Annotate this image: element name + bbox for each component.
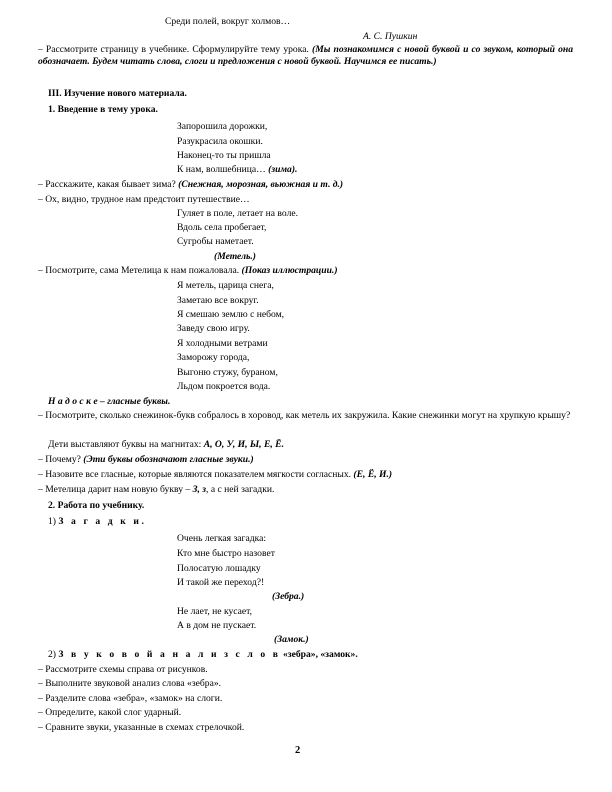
riddle1-line: Очень легкая загадка: — [177, 533, 267, 544]
question-winter: – Расскажите, какая бывает зима? (Снежная, морозная, вьюжная и т. д.) — [38, 179, 344, 190]
question-journey: – Ох, видно, трудное нам предстоит путешествие… — [38, 194, 250, 205]
riddle2-line: Не лает, не кусает, — [177, 606, 253, 617]
task-item: – Выполните звуковой анализ слова «зебра». — [38, 678, 222, 689]
page-number: 2 — [295, 745, 301, 756]
poem1-line: Разукрасила окошки. — [177, 136, 263, 147]
intro-paragraph — [38, 44, 573, 68]
task-item: – Сравните звуки, указанные в схемах стрелочкой. — [38, 722, 245, 733]
riddles-heading: 1) З а г а д к и. — [48, 516, 147, 527]
task-item: – Определите, какой слог ударный. — [38, 707, 182, 718]
poem3-line: Заведу свою игру. — [177, 323, 250, 334]
riddle1-line: И такой же переход?! — [177, 577, 265, 588]
riddle2-line: А в дом не пускает. — [177, 620, 257, 631]
poem3-line: Заметаю все вокруг. — [177, 295, 259, 306]
epigraph-author: А. С. Пушкин — [363, 31, 418, 42]
intro-answer: (Мы познакомимся с новой буквой и со звуком, который она обозначает. Будем читать слова, слоги и предложения с новой буквой. Научимся ее писать.) — [38, 44, 574, 67]
poem1-answer: (зима). — [268, 164, 298, 175]
poem3-line: Заморожу города, — [177, 352, 250, 363]
board-label: Н а д о с к е — [48, 396, 98, 407]
board-line: Н а д о с к е – гласные буквы. — [48, 396, 171, 407]
section-heading: III. Изучение нового материала. — [48, 88, 187, 99]
poem1-line: Запорошила дорожки, — [177, 121, 268, 132]
question-snowflakes: – Посмотрите, сколько снежинок-букв собралось в хоровод, как метель их закружила. Какие снежинки могут на хрупкую крышу? — [38, 410, 571, 421]
poem3-line: Выгоню стужу, бураном, — [177, 367, 278, 378]
subsection-heading-1: 1. Введение в тему урока. — [48, 104, 158, 115]
poem2-line: Вдоль села пробегает, — [177, 222, 267, 233]
poem1-line: К нам, волшебница… (зима). — [177, 164, 298, 175]
riddle1-line: Полосатую лошадку — [177, 563, 261, 574]
poem3-line: Я смешаю землю с небом, — [177, 309, 285, 320]
poem2-line: Гуляет в поле, летает на воле. — [177, 208, 299, 219]
task-item: – Рассмотрите схемы справа от рисунков. — [38, 664, 208, 675]
poem3-line: Льдом покроется вода. — [177, 381, 271, 392]
epigraph-line: Среди полей, вокруг холмов… — [165, 16, 291, 27]
poem3-line: Я метель, царица снега, — [177, 280, 274, 291]
intro-text: – Рассмотрите страницу в учебнике. Сформулируйте тему урока. — [38, 44, 312, 55]
riddle2-answer: (Замок.) — [274, 634, 309, 645]
riddle1-line: Кто мне быстро назовет — [177, 548, 275, 559]
poem2-line: Сугробы наметает. — [177, 236, 254, 247]
sound-analysis-heading: 2) З в у к о в о й а н а л и з с л о в «зебра», «замок». — [48, 649, 358, 660]
subsection-heading-2: 2. Работа по учебнику. — [48, 500, 145, 511]
poem1-line: Наконец-то ты пришла — [177, 150, 271, 161]
vowel-letters: А, О, У, И, Ы, Е, Ё. — [203, 439, 284, 450]
question-soft-vowels: – Назовите все гласные, которые являются показателем мягкости согласных. (Е, Ё, И.) — [38, 469, 393, 480]
question-new-letter: – Метелица дарит нам новую букву – З, з, а с ней загадки. — [38, 484, 275, 495]
task-item: – Разделите слова «зебра», «замок» на слоги. — [38, 693, 223, 704]
question-why: – Почему? (Эти буквы обозначают гласные звуки.) — [38, 454, 254, 465]
question-metelitsa: – Посмотрите, сама Метелица к нам пожаловала. (Показ иллюстрации.) — [38, 265, 338, 276]
poem2-answer: (Метель.) — [214, 251, 256, 262]
poem3-line: Я холодными ветрами — [177, 338, 268, 349]
kids-letters-line: Дети выставляют буквы на магнитах: А, О, У, И, Ы, Е, Ё. — [48, 439, 284, 450]
riddle1-answer: (Зебра.) — [272, 591, 305, 602]
